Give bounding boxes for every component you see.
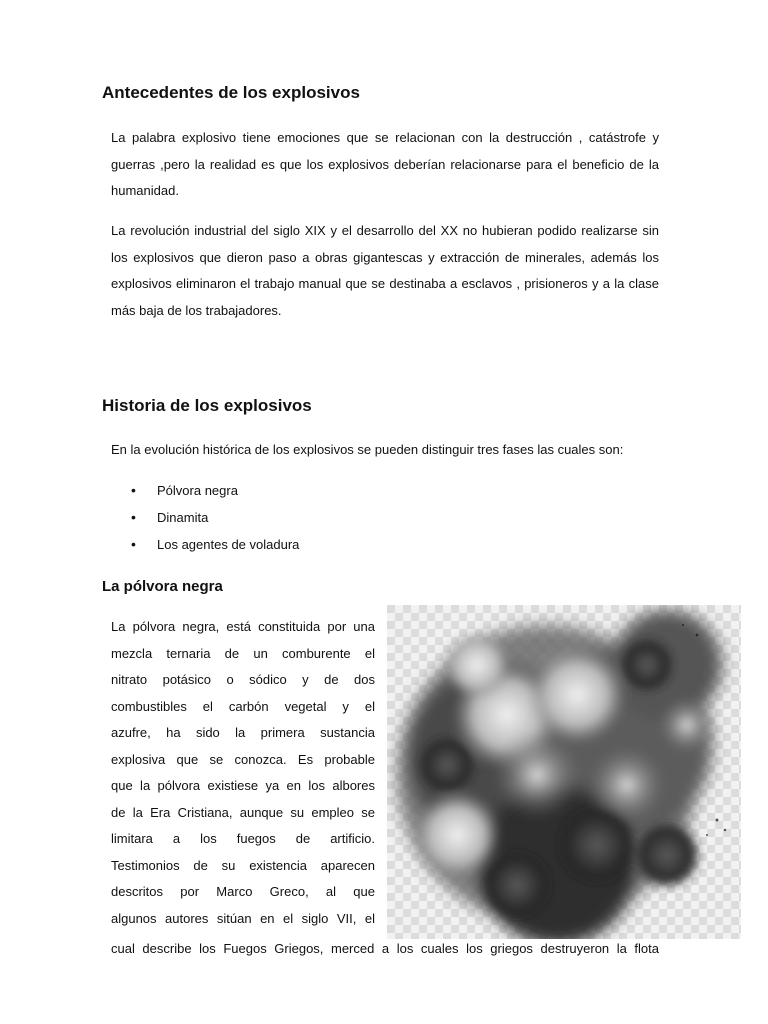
- phases-list: [111, 477, 511, 558]
- text-line: combustibles el carbón vegetal y el: [111, 698, 375, 714]
- text-line: algunos autores sitúan en el siglo VII, el: [111, 910, 375, 926]
- paragraph-polvora-negra: [111, 614, 375, 932]
- text-line: azufre, ha sido la primera sustancia: [111, 725, 375, 740]
- text-line: que la pólvora existiese ya en los albores: [111, 778, 375, 793]
- section-title-antecedentes: Antecedentes de los explosivos: [102, 83, 360, 102]
- section-title-historia: Historia de los explosivos: [102, 396, 312, 415]
- text-line: limitara a los fuegos de artificio.: [111, 831, 375, 846]
- list-item: • Dinamita: [111, 504, 511, 531]
- text-line: explosiva que se conozca. Es probable: [111, 751, 375, 767]
- paragraph-antecedentes-1: La palabra explosivo tiene emociones que se relacionan con la destrucción , catástrofe y guerras ,pero la realidad es que los explosivos deberían relacionarse para el beneficio de la humanidad.: [111, 130, 659, 198]
- text-line: nitrato potásico o sódico y de dos: [111, 672, 375, 687]
- section-title-polvora-negra: La pólvora negra: [102, 578, 223, 595]
- text-line: Testimonios de su existencia aparecen: [111, 857, 375, 873]
- text-line: descritos por Marco Greco, al que: [111, 884, 375, 899]
- paragraph-historia-intro: En la evolución histórica de los explosivos se pueden distinguir tres fases las cuales son:: [111, 442, 624, 457]
- list-item: • Pólvora negra: [111, 477, 511, 504]
- text-line-continuation: cual describe los Fuegos Griegos, merced a los cuales los griegos destruyeron la flota: [111, 941, 659, 956]
- list-item: • Los agentes de voladura: [111, 531, 511, 558]
- text-line: mezcla ternaria de un comburente el: [111, 645, 375, 661]
- smoke-cloud-image: [387, 605, 741, 939]
- text-line: de la Era Cristiana, aunque su empleo se: [111, 804, 375, 820]
- text-line: La pólvora negra, está constituida por una: [111, 619, 375, 634]
- paragraph-antecedentes-2: La revolución industrial del siglo XIX y el desarrollo del XX no hubieran podido realizarse sin los explosivos que dieron paso a obras gigantescas y extracción de minerales, además los explosivos eliminaron el trabajo manual que se destinaba a esclavos , prisioneros y a la clase más baja de los trabajadores.: [111, 223, 659, 318]
- smoke-cloud-icon: [387, 605, 741, 939]
